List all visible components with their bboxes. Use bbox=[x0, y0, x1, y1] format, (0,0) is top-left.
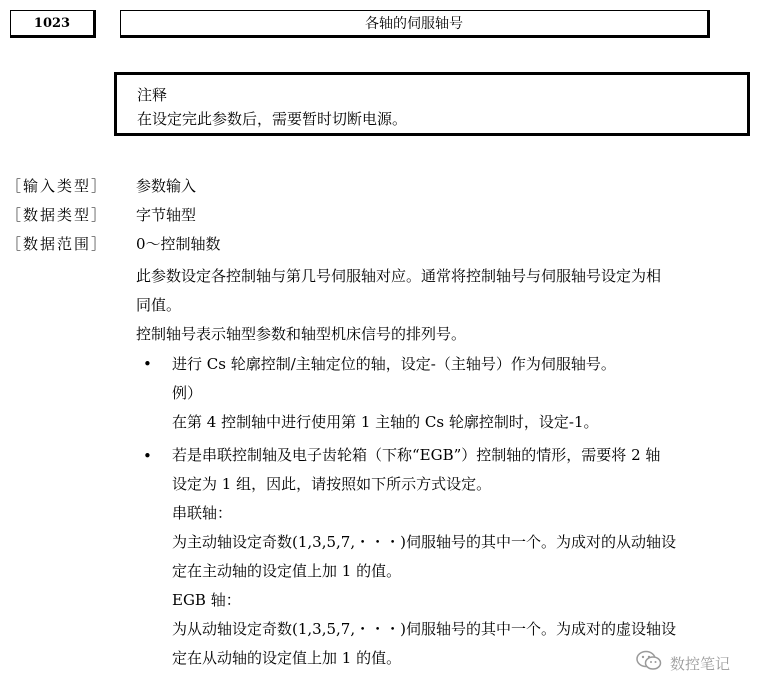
data-range-label: ［数据范围］ bbox=[6, 235, 109, 253]
data-type-label: ［数据类型］ bbox=[6, 206, 109, 224]
bullet-dot: • bbox=[143, 355, 152, 373]
bullet-line: 若是串联控制轴及电子齿轮箱（下称“EGB”）控制轴的情形，需要将 2 轴 bbox=[172, 446, 661, 464]
description-line: 控制轴号表示轴型参数和轴型机床信号的排列号。 bbox=[136, 325, 467, 343]
input-type-row bbox=[0, 175, 776, 197]
bullet-line: 定在主动轴的设定值上加 1 的值。 bbox=[172, 562, 402, 580]
input-type-value: 参数输入 bbox=[136, 177, 197, 195]
bullet-line: 设定为 1 组，因此，请按照如下所示方式设定。 bbox=[172, 475, 492, 493]
bullet-line: 例） bbox=[172, 384, 203, 402]
input-type-label: ［输入类型］ bbox=[6, 177, 109, 195]
bullet-dot: • bbox=[143, 447, 152, 465]
bullet-line: EGB 轴： bbox=[172, 591, 241, 609]
bullet-line: 定在从动轴的设定值上加 1 的值。 bbox=[172, 649, 402, 667]
note-title: 注释 bbox=[137, 86, 168, 104]
watermark-text: 数控笔记 bbox=[670, 654, 731, 673]
wechat-icon bbox=[636, 650, 662, 676]
bullet-line: 为从动轴设定奇数(1,3,5,7,・・・)伺服轴号的其中一个。为成对的虚设轴设 bbox=[172, 620, 676, 638]
bullet-item-tandem-egb bbox=[172, 441, 764, 673]
parameter-title: 各轴的伺服轴号 bbox=[120, 10, 710, 38]
note-box bbox=[114, 72, 750, 136]
parameter-number: 1023 bbox=[10, 10, 96, 38]
bullet-line: 进行 Cs 轮廓控制/主轴定位的轴，设定-（主轴号）作为伺服轴号。 bbox=[172, 355, 616, 373]
bullet-item-cs-contour bbox=[172, 350, 764, 437]
data-range-row bbox=[0, 233, 776, 255]
data-type-row bbox=[0, 204, 776, 226]
watermark bbox=[636, 650, 730, 676]
description-line: 同值。 bbox=[136, 296, 182, 314]
description-block bbox=[136, 262, 762, 349]
description-line: 此参数设定各控制轴与第几号伺服轴对应。通常将控制轴号与伺服轴号设定为相 bbox=[136, 267, 662, 285]
bullet-line: 在第 4 控制轴中进行使用第 1 主轴的 Cs 轮廓控制时，设定-1。 bbox=[172, 413, 599, 431]
bullet-line: 串联轴： bbox=[172, 504, 233, 522]
note-body: 在设定完此参数后，需要暂时切断电源。 bbox=[137, 110, 408, 128]
data-range-value: 0～控制轴数 bbox=[136, 235, 221, 253]
data-type-value: 字节轴型 bbox=[136, 206, 197, 224]
bullet-line: 为主动轴设定奇数(1,3,5,7,・・・)伺服轴号的其中一个。为成对的从动轴设 bbox=[172, 533, 676, 551]
